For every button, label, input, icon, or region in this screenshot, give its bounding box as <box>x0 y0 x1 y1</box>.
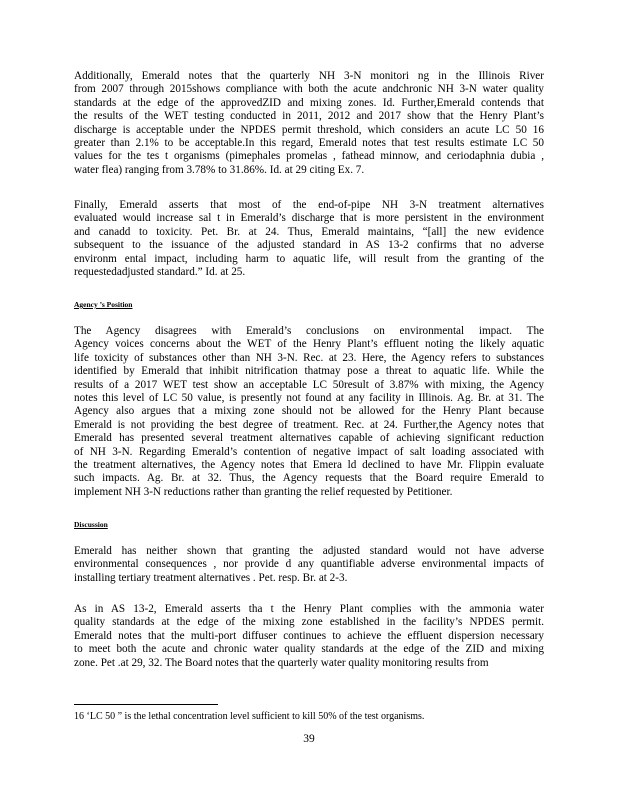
text-line: Emerald has neither shown that granting the adjusted standard would not have adverse <box>74 545 544 557</box>
text-line: notes this level of LC 50 value, is presently not found at any facility in Illinois. Ag. Br. at 31. The <box>74 392 544 404</box>
text-line: Additionally, Emerald notes that the quarterly NH 3-N monitori ng in the Illinois River <box>74 70 544 82</box>
text-line: standards at the edge of the approvedZID and mixing zones. Id. Further,Emerald contends that <box>74 96 544 109</box>
text-line: implement NH 3-N reductions rather than granting the relief requested by Petitioner. <box>74 485 453 498</box>
footnote: 16 ‘LC 50 ” is the lethal concentration level sufficient to kill 50% of the test organisms. <box>74 711 425 722</box>
text-line: results of a 2017 WET test show an acceptable LC 50result of 3.87% with mixing, the Agency <box>74 378 544 391</box>
text-line: evaluated would increase sal t in Emerald’s discharge that is more persistent in the environment <box>74 212 544 225</box>
text-line: Emerald has presented several treatment alternatives capable of achieving significant reduction <box>74 432 544 445</box>
text-line: environm ental impact, including harm to aquatic life, will result from the granting of the <box>74 252 544 265</box>
text-line: the treatment alternatives, the Agency notes that Emera ld declined to have Mr. Flippin evaluate <box>74 459 544 471</box>
text-line: environmental consequences , nor provide d any quantifiable adverse environmental impacts of <box>74 558 544 571</box>
footnote-separator <box>74 704 218 705</box>
section-heading-discussion: Discussion <box>74 520 108 529</box>
text-line: The Agency disagrees with Emerald’s conclusions on environmental impact. The <box>74 325 544 337</box>
text-line: and canadd to toxicity. Pet. Br. at 24. Thus, Emerald maintains, “[all] the new evidence <box>74 225 544 238</box>
text-line: subsequent to the issuance of the adjusted standard in AS 13-2 confirms that no adverse <box>74 239 544 252</box>
text-line: As in AS 13-2, Emerald asserts tha t the Henry Plant complies with the ammonia water <box>74 603 544 615</box>
text-line: Finally, Emerald asserts that most of the end-of-pipe NH 3-N treatment alternatives <box>74 199 544 211</box>
text-line: Agency also argues that a mixing zone should not be allowed for the Henry Plant because <box>74 405 544 418</box>
text-line: to meet both the acute and chronic water quality standards at the edge of the ZID and mixing <box>74 643 544 656</box>
text-line: greater than 2.1% to be acceptable.In this regard, Emerald notes that test results estimate LC 50 <box>74 137 544 149</box>
text-line: the results of the WET testing conducted in 2011, 2012 and 2017 show that the Henry Plant’s <box>74 110 544 123</box>
text-line: discharge is acceptable under the NPDES permit threshold, which considers an acute LC 50 16 <box>74 123 544 136</box>
text-line: Agency voices concerns about the WET of the Henry Plant’s effluent noting the likely aquatic <box>74 338 544 351</box>
text-line: installing tertiary treatment alternatives . Pet. resp. Br. at 2-3. <box>74 571 348 584</box>
text-line: life toxicity of substances other than NH 3-N. Rec. at 23. Here, the Agency refers to substances <box>74 351 544 364</box>
section-heading-agency-position: Agency ’s Position <box>74 300 133 309</box>
text-line: quality standards at the edge of the mixing zone established in the facility’s NPDES permit. <box>74 616 544 629</box>
text-line: such impacts. Ag. Br. at 32. Thus, the Agency requests that the Board require Emerald to <box>74 472 544 485</box>
text-line: values for the tes t organisms (pimephales promelas , fathead minnow, and ceriodaphnia dubia , <box>74 150 544 163</box>
text-line: Emerald is not providing the best degree of treatment. Rec. at 24. Further,the Agency notes that <box>74 418 544 431</box>
text-line: identified by Emerald that inhibit nitrification thatmay pose a threat to aquatic life. While the <box>74 365 544 378</box>
text-line: Emerald notes that the multi-port diffuser continues to achieve the effluent dispersion necessary <box>74 629 544 642</box>
text-line: water flea) ranging from 3.78% to 31.86%. Id. at 29 citing Ex. 7. <box>74 163 365 176</box>
text-line: zone. Pet .at 29, 32. The Board notes that the quarterly water quality monitoring results from <box>74 656 489 669</box>
text-line: from 2007 through 2015shows compliance with both the acute andchronic NH 3-N water quality <box>74 83 544 96</box>
page-number: 39 <box>303 733 315 745</box>
text-line: of NH 3-N. Regarding Emerald’s contention of negative impact of salt loading associated with <box>74 445 544 458</box>
text-line: requestedadjusted standard.” Id. at 25. <box>74 266 246 278</box>
